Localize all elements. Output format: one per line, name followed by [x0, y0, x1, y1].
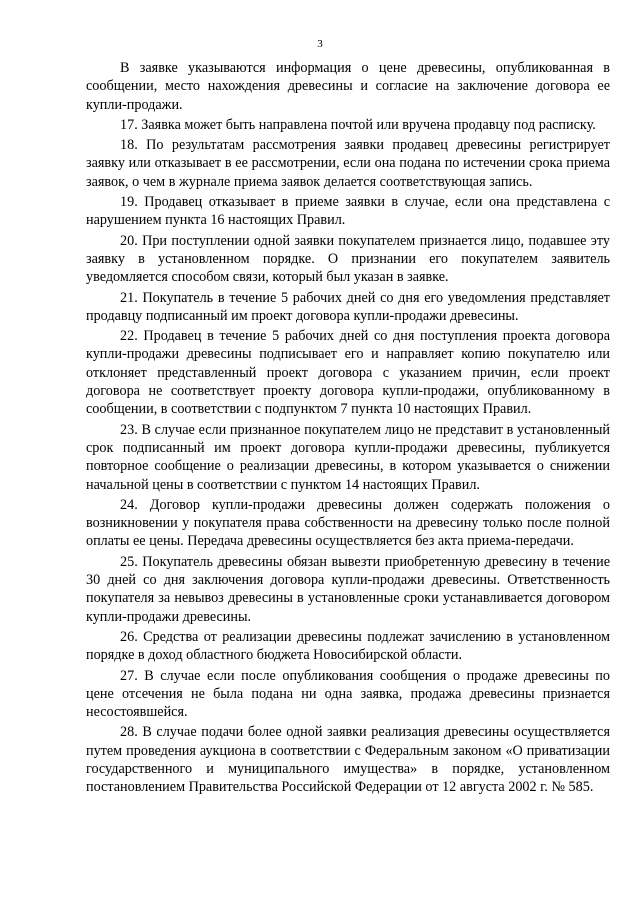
paragraph-27: 27. В случае если после опубликования сообщения о продаже древесины по цене отсечения не была подана ни одна заявка, продажа древесины признается несостоявшейся.	[86, 667, 610, 721]
paragraph-26: 26. Средства от реализации древесины подлежат зачислению в установленном порядке в доход областного бюджета Новосибирской области.	[86, 628, 610, 664]
paragraph-application-contents: В заявке указываются информация о цене древесины, опубликованная в сообщении, место нахождения древесины и согласие на заключение договора ее купли-продажи.	[86, 60, 610, 113]
page-number: 3	[317, 38, 323, 50]
paragraph-22: 22. Продавец в течение 5 рабочих дней со дня поступления проекта договора купли-продажи древесины подписывает его и направляет копию покупателю или отклоняет представленный проект договора с указанием причин, если проект договора не соответствует проекту договора купли-продажи, опубликованному в сообщении, в соответствии с подпунктом 7 пункта 10 настоящих Правил.	[86, 328, 610, 418]
paragraph-28: 28. В случае подачи более одной заявки реализация древесины осуществляется путем проведения аукциона в соответствии с Федеральным законом «О приватизации государственного и муниципального имущества» в порядке, установленном постановлением Правительства Российской Федерации от 12 августа 2002 г. № 585.	[86, 724, 610, 796]
document-body	[86, 59, 610, 799]
paragraph-20: 20. При поступлении одной заявки покупателем признается лицо, подавшее эту заявку в установленном порядке. О признании его покупателем заявитель уведомляется способом связи, который был указан в заявке.	[86, 232, 610, 286]
paragraph-23: 23. В случае если признанное покупателем лицо не представит в установленный срок подписанный им проект договора купли-продажи древесины, публикуется повторное сообщение о реализации древесины, в котором указывается о снижении начальной цены в соответствии с пунктом 14 настоящих Правил.	[86, 421, 610, 493]
paragraph-24: 24. Договор купли-продажи древесины должен содержать положения о возникновении у покупателя права собственности на древесину только после полной оплаты ее цены. Передача древесины осуществляется без акта приема-передачи.	[86, 496, 610, 550]
paragraph-21: 21. Покупатель в течение 5 рабочих дней со дня его уведомления представляет продавцу подписанный им проект договора купли-продажи древесины.	[86, 289, 610, 324]
paragraph-17: 17. Заявка может быть направлена почтой или вручена продавцу под расписку.	[120, 116, 596, 133]
paragraph-25: 25. Покупатель древесины обязан вывезти приобретенную древесину в течение 30 дней со дня заключения договора купли-продажи древесины. Ответственность покупателя за невывоз древесины в установленные сроки устанавливается договором купли-продажи древесины.	[86, 553, 610, 625]
paragraph-19: 19. Продавец отказывает в приеме заявки в случае, если она представлена с нарушением пункта 16 настоящих Правил.	[86, 194, 610, 229]
paragraph-18: 18. По результатам рассмотрения заявки продавец древесины регистрирует заявку или отказывает в ее рассмотрении, если она подана по истечении срока приема заявок, о чем в журнале приема заявок делается соответствующая запись.	[86, 137, 610, 190]
